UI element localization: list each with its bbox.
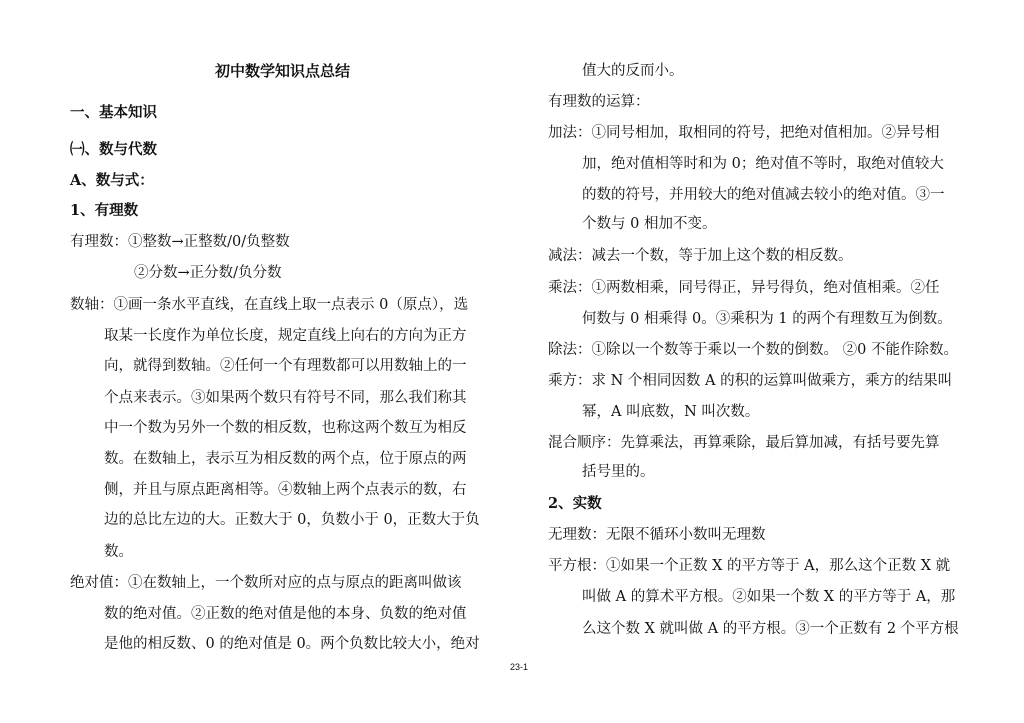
- text-line: 数的绝对值。②正数的绝对值是他的本身、负数的绝对值: [104, 606, 467, 622]
- text-line: 加，绝对值相等时和为 0；绝对值不等时，取绝对值较大: [582, 156, 944, 172]
- page-title: 初中数学知识点总结: [215, 62, 351, 80]
- text-line: 叫做 A 的算术平方根。②如果一个数 X 的平方等于 A，那: [582, 589, 956, 605]
- text-line: 是他的相反数、0 的绝对值是 0。两个负数比较大小，绝对: [104, 636, 480, 652]
- text-line: 幂，A 叫底数，N 叫次数。: [582, 404, 760, 420]
- text-line: 乘法：①两数相乘，同号得正，异号得负，绝对值相乘。②任: [548, 280, 940, 296]
- text-line: 乘方：求 N 个相同因数 A 的积的运算叫做乘方，乘方的结果叫: [548, 373, 953, 389]
- section-heading: ㈠、数与代数: [70, 141, 157, 158]
- text-line: 取某一长度作为单位长度，规定直线上向右的方向为正方: [104, 328, 467, 344]
- section-heading: 一、基本知识: [70, 104, 157, 121]
- text-line: 的数的符号，并用较大的绝对值减去较小的绝对值。③一: [582, 187, 945, 203]
- text-line: ②分数→正分数/负分数: [134, 265, 282, 281]
- text-line: 有理数：①整数→正整数/0/负整数: [70, 234, 290, 250]
- text-line: 么这个数 X 就叫做 A 的平方根。③一个正数有 2 个平方根: [582, 621, 959, 637]
- text-line: 减法：减去一个数，等于加上这个数的相反数。: [548, 248, 853, 264]
- text-line: 侧，并且与原点距离相等。④数轴上两个点表示的数，右: [104, 482, 467, 498]
- text-line: 数。在数轴上，表示互为相反数的两个点，位于原点的两: [104, 451, 467, 467]
- text-line: 向，就得到数轴。②任何一个有理数都可以用数轴上的一: [104, 358, 467, 374]
- text-line: 无理数：无限不循环小数叫无理数: [548, 527, 766, 543]
- section-heading: 2、实数: [548, 495, 602, 512]
- text-line: 混合顺序：先算乘法，再算乘除，最后算加减，有括号要先算: [548, 435, 940, 451]
- text-line: 中一个数为另外一个数的相反数，也称这两个数互为相反: [104, 420, 467, 436]
- text-line: 括号里的。: [582, 464, 655, 480]
- text-line: 有理数的运算：: [548, 94, 650, 110]
- text-line: 个数与 0 相加不变。: [582, 216, 717, 232]
- text-line: 数轴：①画一条水平直线，在直线上取一点表示 0（原点），选: [70, 297, 469, 313]
- page-number: 23-1: [510, 662, 529, 672]
- text-line: 何数与 0 相乘得 0。③乘积为 1 的两个有理数互为倒数。: [582, 311, 952, 327]
- text-line: 个点来表示。③如果两个数只有符号不同，那么我们称其: [104, 390, 467, 406]
- text-line: 平方根：①如果一个正数 X 的平方等于 A，那么这个正数 X 就: [548, 558, 951, 574]
- text-line: 数。: [104, 544, 133, 560]
- text-line: 加法：①同号相加，取相同的符号，把绝对值相加。②异号相: [548, 125, 940, 141]
- section-heading: 1、有理数: [70, 202, 139, 219]
- text-line: 绝对值：①在数轴上，一个数所对应的点与原点的距离叫做该: [70, 575, 462, 591]
- text-line: 值大的反而小。: [582, 63, 684, 79]
- section-heading: A、数与式：: [70, 172, 154, 189]
- text-line: 边的总比左边的大。正数大于 0，负数小于 0，正数大于负: [104, 512, 480, 528]
- text-line: 除法：①除以一个数等于乘以一个数的倒数。 ②0 不能作除数。: [548, 342, 958, 358]
